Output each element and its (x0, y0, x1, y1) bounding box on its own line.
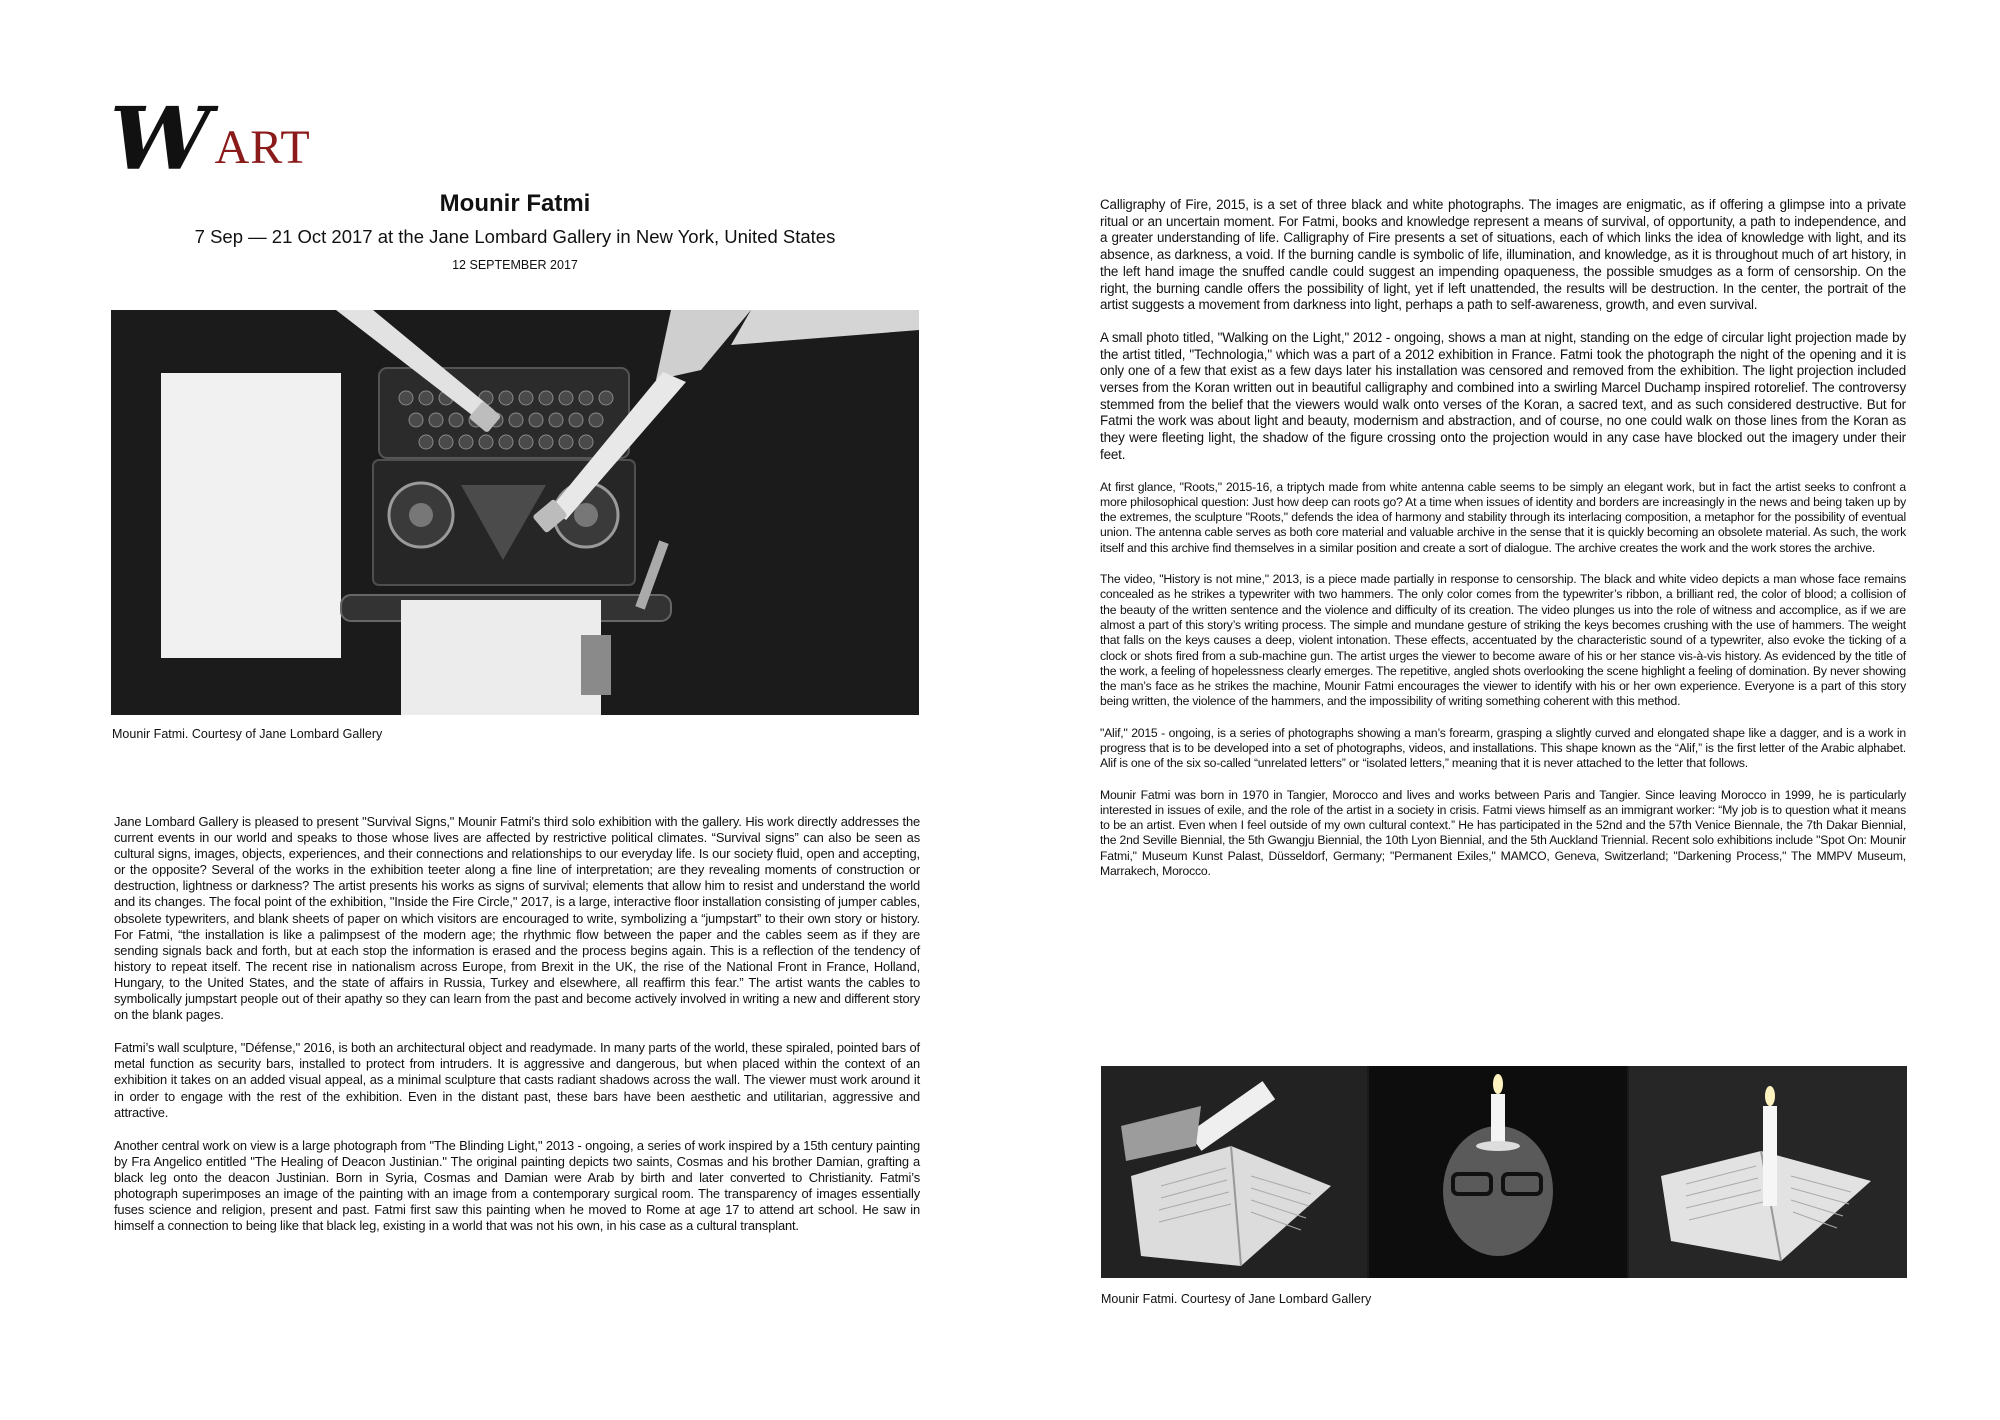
article-body-left (114, 814, 920, 1251)
photo-caption: Mounir Fatmi. Courtesy of Jane Lombard Gallery (1101, 1292, 1372, 1306)
article-title: Mounir Fatmi (439, 190, 591, 217)
article-paragraph: Mounir Fatmi was born in 1970 in Tangier, Morocco and lives and works between Paris and Tangier. Since leaving Morocco in 1999, he is particularly interested in issues of exile, and the role of the artist in a society in crisis. Fatmi views himself as an immigrant worker: “My job is to question what it means to be an artist. Even when I feel outside of my own cultural context.” He has participated in the 52nd and the 57th Venice Biennale, the 7th Dakar Biennial, the 2nd Seville Biennial, the 5th Gwangju Biennial, the 10th Lyon Biennial, and the 5th Auckland Triennial. Recent solo exhibitions include "Spot On: Mounir Fatmi," Museum Kunst Palast, Düsseldorf, Germany; "Permanent Exiles," MAMCO, Geneva, Switzerland; "Darkening Process," The MMPV Museum, Marrakech, Morocco. (1100, 787, 1906, 879)
article-paragraph: Calligraphy of Fire, 2015, is a set of three black and white photographs. The images are enigmatic, as if offering a glimpse into a private ritual or an uncertain moment. For Fatmi, books and knowledge represent a means of survival, of opportunity, a path to independence, and a greater understanding of life. Calligraphy of Fire presents a set of situations, each of which links the idea of knowledge with light, and its absence, as darkness, a void. If the burning candle is symbolic of life, illumination, and knowledge, as it is throughout much of art history, in the left hand image the snuffed candle could suggest an impending opaqueness, the possible smudges as a form of censorship. On the right, the burning candle offers the possibility of light, yet if left unattended, the results will be destruction. In the center, the portrait of the artist suggests a movement from darkness into light, perhaps a path to self-awareness, growth, and even survival. (1100, 197, 1906, 313)
typewriter-photo (111, 310, 919, 715)
article-body-right (1100, 197, 1906, 895)
article-paragraph: At first glance, "Roots," 2015-16, a triptych made from white antenna cable seems to be simply an elegant work, but in fact the artist seeks to confront a more philosophical question: Just how deep can roots go? At a time when issues of identity and borders are increasingly in the news and being taken up by the extremes, the sculpture "Roots," defends the idea of harmony and stability through its interlacing composition, a metaphor for the possibility of eventual union. The antenna cable serves as both core material and valuable archive in the sense that it is quickly becoming an obsolete material. As such, the work itself and this archive find themselves in a similar position and create a sort of dialogue. The archive creates the work and the work stores the archive. (1100, 479, 1906, 555)
article-paragraph: "Alif," 2015 - ongoing, is a series of photographs showing a man’s forearm, grasping a slightly curved and elongated shape like a dagger, and is a work in progress that is to be developed into a set of photographs, videos, and installations. This shape known as the “Alif,” is the first letter of the Arabic alphabet. Alif is one of the six so-called “unrelated letters” or “isolated letters,” meaning that it is never attached to the letter that follows. (1100, 725, 1906, 771)
article-paragraph: A small photo titled, "Walking on the Light," 2012 - ongoing, shows a man at night, standing on the edge of circular light projection made by the artist titled, "Technologia," which was a part of a 2012 exhibition in France. Fatmi took the photograph the night of the opening and it is only one of a few that exist as a few days later his installation was censored and removed from the exhibition. The light projection included verses from the Koran written out in beautiful calligraphy and combined into a swirling Marcel Duchamp inspired rotorelief. The controversy stemmed from the belief that the viewers would walk onto verses of the Koran, a sacred text, and as such considered destructive. But for Fatmi the work was about light and beauty, modernism and abstraction, and of course, no one could walk on those lines from the Koran as they were fleeting light, the shadow of the figure crossing onto the projection would in any case have blocked out the imagery under their feet. (1100, 329, 1906, 462)
article-paragraph: Jane Lombard Gallery is pleased to present "Survival Signs," Mounir Fatmi's third solo exhibition with the gallery. His work directly addresses the current events in our world and speaks to those whose lives are affected by restrictive political climates. “Survival signs” can also be seen as cultural signs, images, objects, experiences, and their connections and relationships to our everyday life. Is our society fluid, open and accepting, or the opposite? Several of the works in the exhibition teeter along a fine line of interpretation; are they revealing moments of construction or destruction, lightness or darkness? The artist presents his works as signs of survival; elements that allow him to resist and understand the world and its changes. The focal point of the exhibition, "Inside the Fire Circle," 2017, is a large, interactive floor installation consisting of jumper cables, obsolete typewriters, and blank sheets of paper on which visitors are encouraged to write, symbolizing a “jumpstart” to their own story or history. For Fatmi, “the installation is like a palimpsest of the modern age; the rhythmic flow between the paper and the cables seem as if they are sending signals back and forth, but at each stop the information is erased and the process begins again. This is a reflection of the tendency of history to repeat itself. The recent rise in nationalism across Europe, from Brexit in the UK, the rise of the National Front in France, Holland, Hungary, to the United States, and the state of affairs in Russia, Turkey and elsewhere, all reaffirm this fear.” The artist wants the cables to symbolically jumpstart people out of their apathy so they can learn from the past and become actively involved in writing a new and different story on the blank pages. (114, 814, 920, 1023)
article-paragraph: Fatmi’s wall sculpture, "Défense," 2016, is both an architectural object and readymade. In many parts of the world, these spiraled, pointed bars of metal function as security bars, installed to protect from intruders. It is aggressive and dangerous, but when placed within the context of an exhibition it takes on an added visual appeal, as a minimal sculpture that casts radiant shadows across the wall. The viewer must work around it in order to engage with the rest of the exhibition. Even in the distant past, these bars have been aesthetic and utilitarian, aggressive and attractive. (114, 1040, 920, 1120)
article-paragraph: The video, "History is not mine," 2013, is a piece made partially in response to censorship. The black and white video depicts a man whose face remains concealed as he strikes a typewriter with two hammers. The only color comes from the typewriter’s ribbon, a brilliant red, the color of blood; a collision of the beauty of the written sentence and the violence and difficulty of its creation. The video plunges us into the role of witness and accomplice, as if we are almost a part of this story’s writing process. The simple and mundane gesture of striking the keys becomes crushing with the use of hammers. The weight that falls on the keys causes a deep, violent intonation. These effects, accentuated by the characteristic sound of a typewriter, also evoke the ticking of a clock or shots fired from a sub-machine gun. The artist urges the viewer to become aware of his or her stance vis-à-vis history. As evidenced by the title of the work, a feeling of hopelessness clearly emerges. The repetitive, angled shots overlooking the scene highlight a feeling of domination. By never showing the man’s face as he strikes the machine, Mounir Fatmi encourages the viewer to identify with his or her own experience. Everyone is a part of this story being written, the violence of the hammers, and the impossibility of writing something coherent with this method. (1100, 572, 1906, 709)
article-date: 12 SEPTEMBER 2017 (452, 258, 578, 272)
article-subtitle: 7 Sep — 21 Oct 2017 at the Jane Lombard Gallery in New York, United States (194, 226, 836, 247)
masthead (109, 89, 311, 190)
typewriter-photo-illustration (111, 310, 919, 715)
triptych-photo-illustration (1101, 1066, 1907, 1278)
article-paragraph: Another central work on view is a large photograph from "The Blinding Light," 2013 - ongoing, a series of work inspired by a 15th century painting by Fra Angelico entitled "The Healing of Deacon Justinian." The original painting depicts two saints, Cosmas and his brother Damian, grafting a black leg onto the deacon Justinian. Born in Syria, Cosmas and Damian were Arab by birth and later converted to Christianity. Fatmi’s photograph superimposes an image of the painting with an image from a contemporary surgical room. The transparency of images essentially fuses science and religion, present and past. Fatmi first saw this painting when he moved to Rome at age 17 to attend art school. He saw in himself a connection to being like that black leg, existing in a world that was not his own, in his case as a cultural transplant. (114, 1137, 920, 1234)
calligraphy-of-fire-triptych-photo (1101, 1066, 1907, 1278)
publication-logo[interactable]: W (109, 89, 212, 190)
section-label[interactable]: ART (214, 120, 311, 174)
photo-caption: Mounir Fatmi. Courtesy of Jane Lombard Gallery (112, 727, 383, 741)
